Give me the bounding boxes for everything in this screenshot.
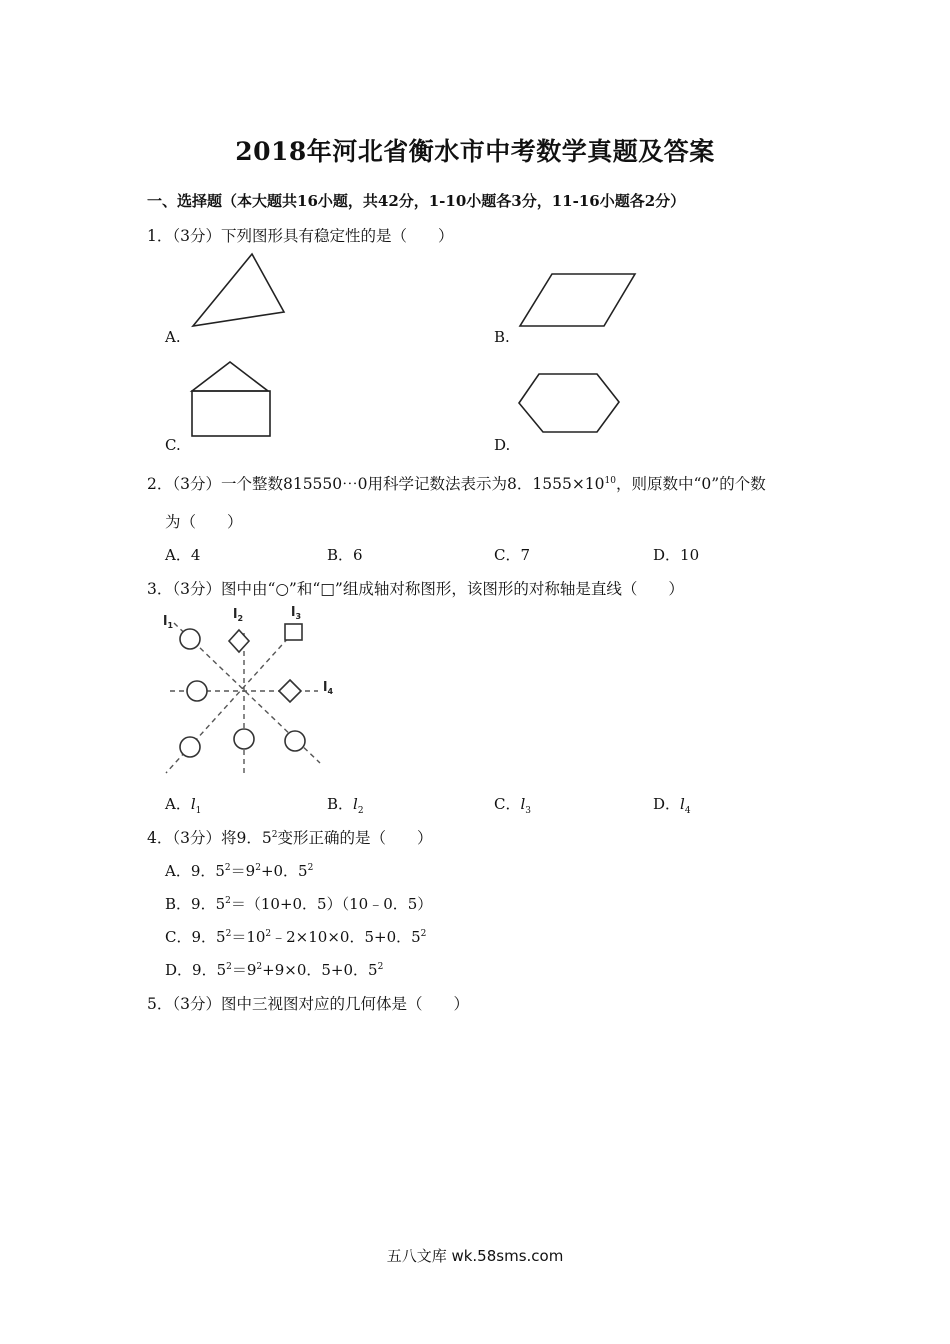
circle-shape [180,737,200,757]
q1-option-a[interactable]: A. [165,328,181,346]
q2-stem-text: 2．（3分）一个整数815550⋯0用科学记数法表示为8．1555×10 [147,475,605,493]
fig-label-l3: l [291,605,296,620]
question-2-stem [147,472,766,494]
q3-option-d[interactable]: D．$l_4$ [653,795,691,816]
q3-option-c[interactable]: C．$l_3$ [494,795,532,816]
document-title: 2018年河北省衡水市中考数学真题及答案 [235,137,715,166]
q1-option-c[interactable]: C. [165,436,181,454]
q2-option-b[interactable]: B．6 [327,546,363,564]
q4-option-a[interactable]: A．9．$5^2=9^2+0$．$5^2$ [165,862,314,880]
fig-label-l1: l [163,614,168,629]
diamond-shape [229,630,249,652]
question-3-stem: 3．（3分）图中由“○”和“□”组成轴对称图形，该图形的对称轴是直线（ ） [147,580,684,598]
q1-hexagon-figure [515,370,625,438]
q2-exponent: 10 [604,475,616,486]
svg-text:l1 [163,614,173,630]
fig-label-l1-sub: 1 [167,621,174,630]
q1-option-b[interactable]: B. [494,328,510,346]
diamond-shape [279,680,301,702]
q2-option-c[interactable]: C．7 [494,546,531,564]
svg-text:l4 [323,680,333,696]
footer-watermark: 五八文库 wk.58sms.com [386,1247,564,1265]
question-4-stem: 4．（3分）将9．$5^2$变形正确的是（ ） [147,829,433,847]
section-heading: 一、选择题（本大题共16小题，共42分，1-10小题各3分，11-16小题各2分） [147,192,686,210]
svg-text:l2 [233,607,243,623]
svg-text:l3 [291,605,301,621]
q3-option-a[interactable]: A．$l_1$ [165,795,202,816]
q1-option-d[interactable]: D. [494,436,511,454]
circle-shape [285,731,305,751]
fig-label-l2-sub: 2 [237,614,244,623]
q2-option-a[interactable]: A．4 [165,546,201,564]
circle-shape [187,681,207,701]
circle-shape [180,629,200,649]
circle-shape [234,729,254,749]
fig-label-l2: l [233,607,238,622]
question-2-stem-line2: 为（ ） [165,513,243,531]
q3-symmetry-figure [160,605,340,780]
q4-option-c[interactable]: C．9．$5^2=10^2﹣2\times 10\times 0$．5+0．$5^2$ [165,928,427,946]
q1-house-figure [188,358,278,440]
square-shape [285,624,302,640]
q1-triangle-figure [185,250,295,330]
q1-parallelogram-figure [515,270,640,330]
fig-label-l3-sub: 3 [295,612,302,621]
q2-option-d[interactable]: D．10 [653,546,700,564]
question-5-stem: 5．（3分）图中三视图对应的几何体是（ ） [147,995,469,1013]
q4-option-b[interactable]: B．9．$5^2=(10+0$．5）（10﹣0．5） [165,895,433,913]
fig-label-l4: l [323,680,328,695]
q4-option-d[interactable]: D．9．$5^2=9^2+9\times 0$．5+0．$5^2$ [165,961,384,979]
q3-option-b[interactable]: B．$l_2$ [327,795,364,816]
fig-label-l4-sub: 4 [327,687,334,696]
question-1-stem: 1．（3分）下列图形具有稳定性的是（ ） [147,227,454,245]
q2-stem-tail: ，则原数中“0”的个数 [615,475,766,493]
